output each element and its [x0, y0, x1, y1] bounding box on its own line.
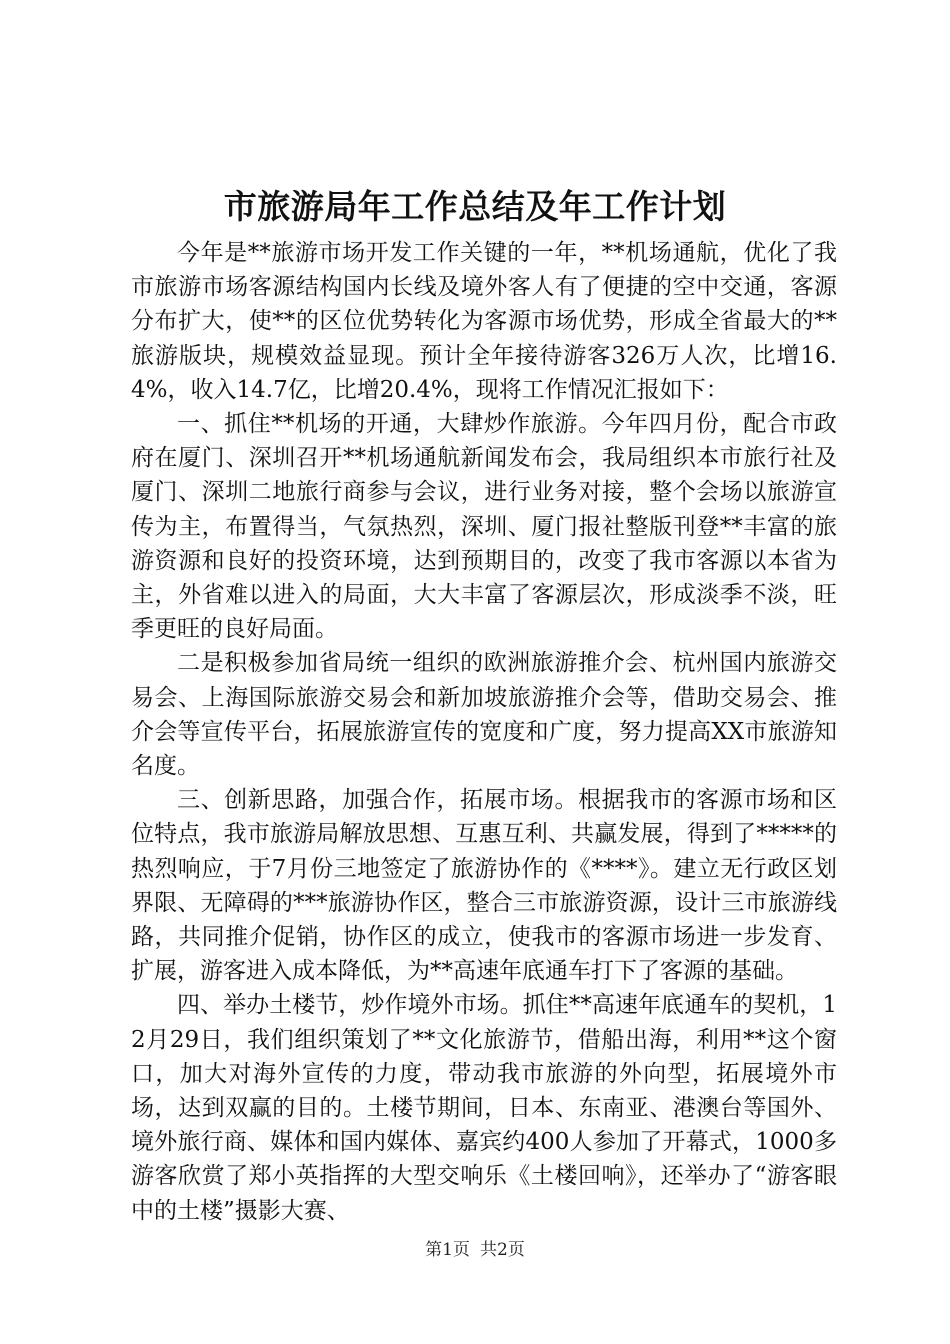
page-number: 第1页 — [425, 1240, 470, 1260]
paragraph-intro: 今年是**旅游市场开发工作关键的一年，**机场通航，优化了我市旅游市场客源结构国内长线及境外客人有了便捷的空中交通，客源分布扩大，使**的区位优势转化为客源市场优势，形成全省最大的**旅游版块，规模效益显现。预计全年接待游客326万人次，比增16.4%，收入14.7亿，比增20.4%，现将工作情况汇报如下： — [131, 240, 837, 403]
document-body — [131, 236, 837, 1228]
page-total: 共2页 — [480, 1240, 525, 1260]
page-footer — [0, 1238, 950, 1262]
paragraph-promotion: 二是积极参加省局统一组织的欧洲旅游推介会、杭州国内旅游交易会、上海国际旅游交易会和新加坡旅游推介会等，借助交易会、推介会等宣传平台，拓展旅游宣传的宽度和广度，努力提高XX市旅游知名度。 — [131, 650, 837, 780]
paragraph-festival: 四、举办土楼节，炒作境外市场。抓住**高速年底通车的契机，12月29日，我们组织策划了**文化旅游节，借船出海，利用**这个窗口，加大对海外宣传的力度，带动我市旅游的外向型，拓展境外市场，达到双赢的目的。土楼节期间，日本、东南亚、港澳台等国外、境外旅行商、媒体和国内媒体、嘉宾约400人参加了开幕式，1000多游客欣赏了郑小英指挥的大型交响乐《土楼回响》，还举办了“游客眼中的土楼”摄影大赛、 — [131, 992, 837, 1224]
paragraph-airport: 一、抓住**机场的开通，大肆炒作旅游。今年四月份，配合市政府在厦门、深圳召开**机场通航新闻发布会，我局组织本市旅行社及厦门、深圳二地旅行商参与会议，进行业务对接，整个会场以旅游宣传为主，布置得当，气氛热烈，深圳、厦门报社整版刊登**丰富的旅游资源和良好的投资环境，达到预期目的，改变了我市客源以本省为主，外省难以进入的局面，大大丰富了客源层次，形成淡季不淡，旺季更旺的良好局面。 — [131, 411, 837, 643]
paragraph-cooperation: 三、创新思路，加强合作，拓展市场。根据我市的客源市场和区位特点，我市旅游局解放思想、互惠互利、共赢发展，得到了*****的热烈响应，于7月份三地签定了旅游协作的《****》。建立无行政区划界限、无障碍的***旅游协作区，整合三市旅游资源，设计三市旅游线路，共同推介促销，协作区的成立，使我市的客源市场进一步发育、扩展，游客进入成本降低，为**高速年底通车打下了客源的基础。 — [131, 787, 837, 985]
document-title: 市旅游局年工作总结及年工作计划 — [223, 187, 727, 226]
